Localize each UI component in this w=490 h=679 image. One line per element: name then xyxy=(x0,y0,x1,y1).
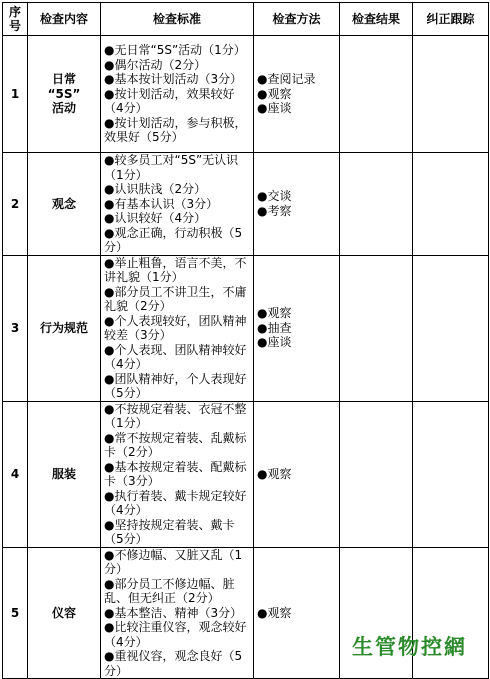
content-line: 观念 xyxy=(51,196,76,211)
standard-item: ●团队精神好，个人表现好（5分） xyxy=(104,371,247,400)
row-tracking xyxy=(413,153,489,256)
table-row xyxy=(3,153,489,256)
standard-item: ●比较注重仪容，观念较好（4分） xyxy=(104,620,247,649)
standard-item: ●观念正确，行动积极（5分） xyxy=(104,225,243,254)
standard-item: ●个人表现、团队精神较好（4分） xyxy=(104,342,247,371)
standard-item: ●基本按规定着装、配戴标卡（3分） xyxy=(104,459,247,488)
standard-item: ●常不按规定着装、乱戴标卡（2分） xyxy=(104,430,247,459)
standard-item: ●举止粗鲁，语言不美，不讲礼貌（1分） xyxy=(104,255,247,284)
row-standards xyxy=(101,255,254,401)
method-item: ●观察 xyxy=(257,306,292,321)
standard-item: ●不修边幅、又脏又乱（1分） xyxy=(104,547,243,576)
table-row xyxy=(3,36,489,153)
header-tracking: 纠正跟踪 xyxy=(413,3,489,36)
method-item: ●考察 xyxy=(257,203,292,218)
standard-item: ●有基本认识（3分） xyxy=(104,196,219,211)
row-tracking xyxy=(413,401,489,547)
method-item: ●抽查 xyxy=(257,320,292,335)
row-standards xyxy=(101,36,254,153)
standard-item: ●个人表现较好，团队精神较差（3分） xyxy=(104,313,247,342)
standard-item: ●部分员工不讲卫生，不庸礼貌（2分） xyxy=(104,284,247,313)
row-content xyxy=(28,255,101,401)
header-row xyxy=(3,3,489,36)
header-method: 检查方法 xyxy=(254,3,340,36)
row-methods xyxy=(254,153,340,256)
header-seq: 序号 xyxy=(3,3,28,36)
method-item: ●观察 xyxy=(257,605,292,620)
standard-item: ●按计划活动，参与积极，效果好（5分） xyxy=(104,115,247,145)
table-row xyxy=(3,255,489,401)
row-result xyxy=(340,153,413,256)
row-standards xyxy=(101,153,254,256)
method-item: ●查阅记录 xyxy=(257,72,316,87)
content-line: “5S” xyxy=(47,86,81,101)
watermark: 生管物控網 xyxy=(352,634,467,659)
method-item: ●交谈 xyxy=(257,189,292,204)
row-methods xyxy=(254,36,340,153)
row-content xyxy=(28,36,101,153)
row-seq: 2 xyxy=(3,153,28,256)
method-item: ●座谈 xyxy=(257,335,292,350)
standard-item: ●偶尔活动（2分） xyxy=(104,57,207,72)
row-methods xyxy=(254,547,340,679)
content-line: 服装 xyxy=(51,466,76,481)
standard-item: ●基本整洁、精神（3分） xyxy=(104,605,243,620)
row-tracking xyxy=(413,36,489,153)
row-standards xyxy=(101,547,254,679)
standard-item: ●部分员工不修边幅、脏乱、但无纠正（2分） xyxy=(104,576,235,605)
row-methods xyxy=(254,401,340,547)
row-seq: 4 xyxy=(3,401,28,547)
content-line: 仪容 xyxy=(51,605,76,620)
row-standards xyxy=(101,401,254,547)
standard-item: ●重视仪容，观念良好（5分） xyxy=(104,649,243,678)
standard-item: ●无日常“5S”活动（1分） xyxy=(104,43,246,58)
standard-item: ●执行着装、戴卡规定较好（4分） xyxy=(104,488,247,517)
table-row xyxy=(3,401,489,547)
row-seq: 1 xyxy=(3,36,28,153)
row-tracking xyxy=(413,255,489,401)
row-content xyxy=(28,547,101,679)
row-content xyxy=(28,401,101,547)
standard-item: ●认识较好（4分） xyxy=(104,211,207,225)
method-item: ●观察 xyxy=(257,86,292,101)
row-result xyxy=(340,401,413,547)
standard-item: ●认识肤浅（2分） xyxy=(104,182,207,196)
standard-item: ●坚持按规定着装、戴卡（5分） xyxy=(104,517,235,546)
header-standard: 检查标准 xyxy=(101,3,254,36)
row-seq: 3 xyxy=(3,255,28,401)
standard-item: ●不按规定着装、衣冠不整（1分） xyxy=(104,401,247,430)
content-line: 活动 xyxy=(51,101,76,116)
row-result xyxy=(340,255,413,401)
header-result: 检查结果 xyxy=(340,3,413,36)
standard-item: ●按计划活动，效果较好（4分） xyxy=(104,86,235,116)
row-methods xyxy=(254,255,340,401)
standard-item: ●较多员工对“5S”无认识（1分） xyxy=(104,153,239,182)
method-item: ●观察 xyxy=(257,466,292,481)
standard-item: ●基本按计划活动（3分） xyxy=(104,72,243,87)
header-content: 检查内容 xyxy=(28,3,101,36)
method-item: ●座谈 xyxy=(257,101,292,116)
inspection-table xyxy=(2,2,489,679)
table-body xyxy=(3,36,489,679)
content-line: 日常 xyxy=(51,72,76,87)
row-result xyxy=(340,36,413,153)
row-content xyxy=(28,153,101,256)
content-line: 行为规范 xyxy=(39,320,88,335)
row-seq: 5 xyxy=(3,547,28,679)
